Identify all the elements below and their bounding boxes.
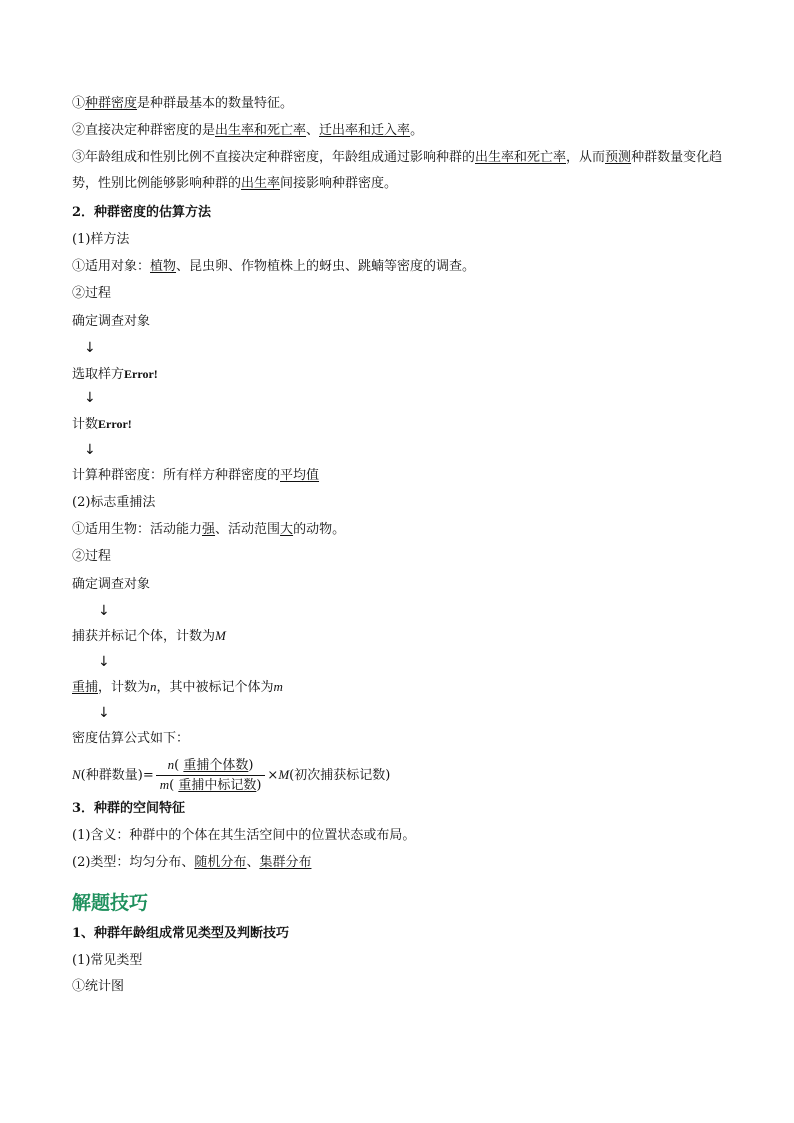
spatial-types [72, 852, 732, 874]
text: (初次捕获标记数) [289, 768, 391, 783]
text: (种群数量)= [80, 768, 154, 783]
text: 的动物。 [293, 522, 346, 537]
underlined-term: 随机分布 [194, 855, 247, 870]
numerator [156, 756, 266, 776]
flow2-step-1: 确定调查对象 [72, 577, 151, 592]
text: 、昆虫卵、作物植株上的蚜虫、跳蝻等密度的调查。 [176, 259, 476, 274]
down-arrow-icon: ↓ [98, 705, 110, 721]
text: 。 [410, 123, 424, 138]
underlined-term: 强 [202, 522, 216, 537]
underlined-term: 重捕中标记数 [178, 778, 257, 793]
underlined-term: 种群密度 [85, 96, 138, 111]
denominator [156, 776, 266, 795]
tips-heading: 1、种群年龄组成常见类型及判断技巧 [72, 926, 290, 941]
text: ③年龄组成和性别比例不直接决定种群密度，年龄组成通过影响种群的 [72, 150, 476, 165]
marker: ① [72, 96, 86, 111]
process-label-2: ②过程 [72, 549, 112, 564]
subheading-quadrat: (1)样方法 [72, 232, 130, 247]
text: ，计数为 [98, 680, 151, 695]
underlined-term: 出生率和死亡率 [475, 150, 567, 165]
text: 、活动范围 [215, 522, 281, 537]
text: ①适用生物：活动能力 [72, 522, 203, 537]
flow-step-4 [72, 465, 732, 487]
text: 、 [246, 855, 260, 870]
text: ) [248, 758, 254, 773]
text: (2)类型：均匀分布、 [72, 855, 195, 870]
text: ( [174, 758, 184, 773]
tips-item: ①统计图 [72, 979, 125, 994]
underlined-term: 植物 [150, 259, 177, 274]
item-1 [72, 93, 732, 115]
fraction [156, 756, 266, 795]
underlined-term: 重捕 [72, 680, 99, 695]
down-arrow-icon: ↓ [84, 442, 96, 458]
flow2-step-3 [72, 676, 732, 698]
variable: M [215, 628, 226, 643]
text: 计数 [72, 417, 99, 432]
underlined-term: 出生率和死亡率 [215, 123, 307, 138]
down-arrow-icon: ↓ [84, 340, 96, 356]
text: ，其中被标记个体为 [156, 680, 274, 695]
quadrat-objects [72, 256, 732, 278]
flow2-step-4: 密度估算公式如下： [72, 731, 190, 746]
tips-title: 解题技巧 [72, 892, 149, 914]
subheading-mark-recapture: (2)标志重捕法 [72, 495, 156, 510]
variable: m [159, 777, 170, 792]
down-arrow-icon: ↓ [98, 654, 110, 670]
process-label: ②过程 [72, 286, 112, 301]
item-2 [72, 120, 732, 142]
density-formula [72, 753, 732, 797]
tips-subheading: (1)常见类型 [72, 953, 143, 968]
text: 捕获并标记个体，计数为 [72, 629, 216, 644]
flow2-step-2 [72, 625, 732, 647]
variable: N [72, 767, 81, 782]
flow-step-3 [72, 413, 732, 435]
section-heading-3: 3．种群的空间特征 [72, 801, 186, 816]
underlined-term: 平均值 [280, 468, 320, 483]
text: ( [169, 778, 179, 793]
underlined-term: 迁出率和迁入率 [319, 123, 411, 138]
section-heading-2: 2．种群密度的估算方法 [72, 205, 212, 220]
times-sign: × [267, 768, 279, 783]
flow-step-1: 确定调查对象 [72, 314, 151, 329]
variable: m [273, 679, 283, 694]
text: 是种群最基本的数量特征。 [137, 96, 294, 111]
text: 计算种群密度：所有样方种群密度的 [72, 468, 281, 483]
down-arrow-icon: ↓ [84, 390, 96, 406]
text: 种群数量变化趋势，性别比例能够影响种群的 [72, 150, 723, 191]
flow-step-2 [72, 363, 732, 385]
down-arrow-icon: ↓ [98, 603, 110, 619]
underlined-term: 出生率 [241, 176, 281, 191]
variable: n [167, 757, 175, 772]
error-text: Error! [98, 417, 132, 431]
text: ②直接决定种群密度的是 [72, 123, 216, 138]
underlined-term: 预测 [605, 150, 632, 165]
text: ，从而 [566, 150, 606, 165]
text: 、 [306, 123, 320, 138]
spatial-definition: (1)含义：种群中的个体在其生活空间中的位置状态或布局。 [72, 828, 416, 843]
item-3 [72, 145, 732, 197]
text: ①适用对象： [72, 259, 151, 274]
underlined-term: 集群分布 [259, 855, 312, 870]
variable: n [150, 679, 157, 694]
underlined-term: 大 [280, 522, 294, 537]
error-text: Error! [124, 367, 158, 381]
variable: M [278, 767, 290, 782]
mark-recapture-objects [72, 519, 732, 541]
text: ) [256, 778, 262, 793]
underlined-term: 重捕个体数 [183, 758, 249, 773]
text: 间接影响种群密度。 [280, 176, 398, 191]
text: 选取样方 [72, 367, 125, 382]
